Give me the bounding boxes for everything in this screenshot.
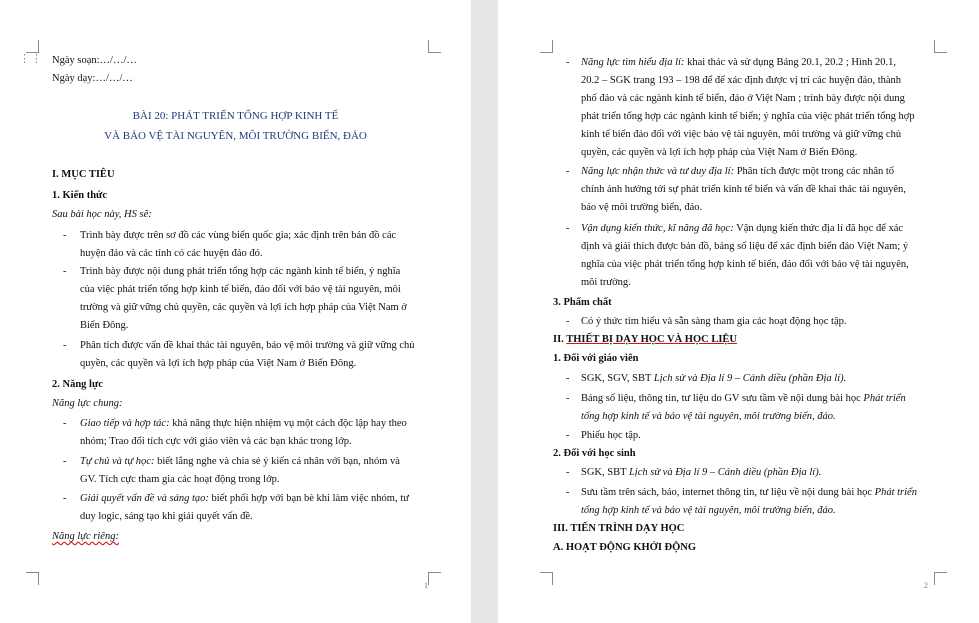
paragraph-line: Phân tích được vấn đề khai thác tài nguyên, bảo vệ môi trường và giữ vững chủ [80, 340, 415, 351]
subsection-heading: 2. Đối với học sinh [553, 448, 636, 459]
paragraph-line [80, 417, 407, 430]
page-gap [471, 0, 498, 623]
paragraph-line: huyện đảo và các tỉnh có các huyện đảo đó. [80, 248, 263, 259]
bullet-dash: - [566, 373, 570, 384]
section-heading: A. HOẠT ĐỘNG KHỞI ĐỘNG [553, 542, 697, 553]
inline-text: khai thác và sử dụng Bảng 20.1, 20.2 ; Hình 20.1, [684, 57, 897, 68]
margin-mark [934, 40, 947, 53]
inline-text: Phân tích được một trong các nhân tố [734, 166, 895, 177]
inline-label: Năng lực tìm hiểu địa lí: [581, 57, 685, 68]
inline-text: SGK, SBT [581, 467, 629, 478]
lesson-title-line-2: VÀ BẢO VỆ TÀI NGUYÊN, MÔI TRƯỜNG BIỂN, ĐẢO [104, 130, 367, 142]
inline-italic: Lịch sử và Địa lí 9 – Cánh diều (phần Địa lí). [628, 467, 822, 478]
paragraph-line: tổng hợp kinh tế và bảo vệ tài nguyên, môi trường biển, đảo. [581, 411, 836, 422]
intro-line: Năng lực riêng: [52, 531, 119, 542]
bullet-dash: - [63, 266, 67, 277]
paragraph-line: GV. Tích cực tham gia các hoạt động trong lớp. [80, 474, 280, 485]
bullet-dash: - [566, 393, 570, 404]
bullet-dash: - [566, 57, 570, 68]
paragraph-line: Trình bày được trên sơ đồ các vùng biển quốc gia; xác định trên bản đồ các [80, 230, 397, 241]
paragraph-line: Trình bày được nội dung phát triển tổng hợp các ngành kinh tế biển, ý nghĩa [80, 266, 401, 277]
margin-mark [428, 572, 441, 585]
paragraph-line: duy logic, sáng tạo khi giải quyết vấn đề. [80, 511, 253, 522]
inline-text: SGK, SGV, SBT [581, 373, 654, 384]
paragraph-line: của việc phát triển tổng hợp kinh tế biển, đảo đối với bảo vệ tài nguyên, môi [80, 284, 401, 295]
paragraph-line [581, 486, 917, 499]
lesson-title-line-1: BÀI 20: PHÁT TRIỂN TỔNG HỢP KINH TẾ [132, 110, 339, 122]
subsection-heading: 1. Kiến thức [52, 190, 108, 201]
inline-text: khả năng thực hiện nhiệm vụ một cách độc lập hay theo [169, 418, 407, 429]
paragraph-line: quyền, các quyền và lợi ích hợp pháp của Việt Nam ở Biển Đông. [80, 358, 357, 369]
paragraph-line: nhóm; Trao đổi tích cực với giáo viên và các bạn khác trong lớp. [80, 436, 352, 447]
inline-label: Năng lực nhận thức và tư duy địa lí: [581, 166, 735, 177]
section-heading [553, 333, 737, 346]
subsection-heading: 1. Đối với giáo viên [553, 353, 639, 364]
inline-italic: Lịch sử và Địa lí 9 – Cánh diều (phần Địa lí). [653, 373, 847, 384]
paragraph-line: chính ảnh hưởng tới sự phát triển kinh tế biển và vấn đề khai thác tài nguyên, [581, 184, 906, 195]
paragraph-line: trường và giữ vững chủ quyền, các quyền và lợi ích hợp pháp của Việt Nam ở [80, 302, 407, 313]
inline-text: Bảng số liệu, thông tin, tư liệu do GV sưu tầm về nội dung bài học [581, 393, 864, 404]
paragraph-line: tổng hợp kinh tế và bảo vệ tài nguyên, môi trường biển, đảo. [581, 505, 836, 516]
paragraph-line: quyền, các quyền và lợi ích hợp pháp của Việt Nam ở Biển Đông. [581, 147, 858, 158]
bullet-dash: - [566, 316, 570, 327]
bullet-dash: - [566, 166, 570, 177]
section-heading: I. MỤC TIÊU [52, 169, 115, 180]
drag-handle-icon[interactable]: ⋮⋮ [19, 53, 43, 65]
margin-mark [26, 40, 39, 53]
margin-mark [934, 572, 947, 585]
intro-line: Sau bài học này, HS sẽ: [52, 209, 152, 220]
inline-label: Vận dụng kiến thức, kĩ năng đã học: [581, 223, 734, 234]
inline-label: Giải quyết vấn đề và sáng tạo: [80, 493, 209, 504]
subsection-heading: 3. Phẩm chất [553, 297, 612, 308]
bullet-dash: - [63, 418, 67, 429]
section-heading: III. TIẾN TRÌNH DẠY HỌC [553, 523, 685, 534]
bullet-dash: - [63, 340, 67, 351]
inline-text: biết lắng nghe và chia sẻ ý kiến cá nhân với bạn, nhóm và [154, 456, 400, 467]
inline-text: biết phối hợp với bạn bè khi làm việc nhóm, tư [208, 493, 409, 504]
paragraph-line: Biển Đông. [80, 320, 129, 331]
margin-mark [540, 572, 553, 585]
bullet-dash: - [566, 487, 570, 498]
paragraph-line [581, 165, 894, 178]
paragraph-line [581, 392, 906, 405]
inline-text: Vận dụng kiến thức địa lí đã học để xác [733, 223, 904, 234]
paragraph-line: bảo vệ môi trường biển, đảo. [581, 202, 703, 213]
inline-italic: Phát triển [874, 487, 917, 498]
inline-label: Giao tiếp và hợp tác: [80, 418, 170, 429]
paragraph-line: 20.2 – SGK trang 193 – 198 để để xác định được vị trí các huyện đảo, thành [581, 75, 902, 86]
document-page-1 [0, 0, 471, 623]
paragraph-line: kinh tế biển đảo đối với việc bảo vệ tài nguyên, môi trường và giữ vững chủ [581, 129, 902, 140]
inline-italic: Phát triển [863, 393, 906, 404]
page-number: 1 [424, 581, 428, 590]
document-page-2 [498, 0, 979, 623]
paragraph-line [581, 466, 821, 479]
paragraph-line [80, 455, 400, 468]
margin-mark [26, 572, 39, 585]
inline-label: Tự chủ và tự học: [80, 456, 155, 467]
paragraph-line: Phiếu học tập. [581, 430, 641, 441]
bullet-dash: - [566, 223, 570, 234]
paragraph-line: Có ý thức tìm hiểu và sẵn sàng tham gia các hoạt động học tập. [581, 316, 847, 327]
paragraph-line [581, 372, 846, 385]
inline-text: Sưu tầm trên sách, báo, internet thông tin, tư liệu về nội dung bài học [581, 487, 875, 498]
paragraph-line: nghĩa của việc phát triển tổng hợp kinh tế biển, đảo đối với bảo vệ tài nguyên, [581, 259, 909, 270]
bullet-dash: - [63, 456, 67, 467]
paragraph-line [80, 492, 409, 505]
paragraph-line: định và giải thích được bản đồ, bảng số liệu để xác định biển đảo Việt Nam; ý [581, 241, 909, 252]
bullet-dash: - [566, 467, 570, 478]
section-title: THIẾT BỊ DẠY HỌC VÀ HỌC LIỆU [566, 334, 737, 345]
teach-date: Ngày dạy:…/…/… [52, 73, 133, 84]
bullet-dash: - [566, 430, 570, 441]
paragraph-line: môi trường. [581, 277, 631, 288]
bullet-dash: - [63, 493, 67, 504]
intro-line: Năng lực chung: [52, 398, 123, 409]
paragraph-line [581, 56, 896, 69]
prep-date: Ngày soạn:…/…/… [52, 55, 137, 66]
paragraph-line: phát triển tổng hợp các ngành kinh tế biển; ý nghĩa của việc phát triển tổng hợp [581, 111, 915, 122]
page-number: 2 [924, 581, 928, 590]
margin-mark [428, 40, 441, 53]
paragraph-line [581, 222, 903, 235]
margin-mark [540, 40, 553, 53]
subsection-heading: 2. Năng lực [52, 379, 103, 390]
section-number: II. [553, 334, 567, 345]
bullet-dash: - [63, 230, 67, 241]
paragraph-line: phố đảo và các ngành kinh tế biển, đảo ở Việt Nam ; trình bày được nội dung [581, 93, 905, 104]
